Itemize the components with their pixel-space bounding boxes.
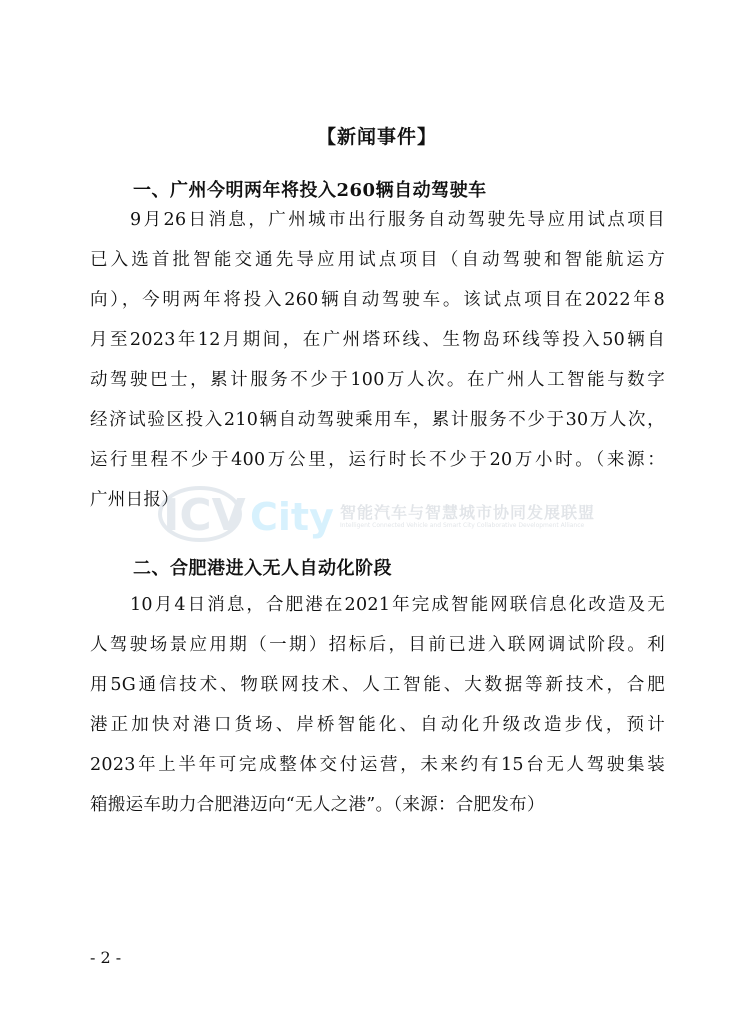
paragraph-line: 已入选首批智能交通先导应用试点项目（自动驾驶和智能航运方 — [90, 250, 665, 270]
page-title: 【新闻事件】 — [316, 126, 437, 148]
paragraph-line: 经济试验区投入210辆自动驾驶乘用车，累计服务不少于30万人次， — [90, 410, 665, 430]
paragraph-line: 箱搬运车助力合肥港迈向“无人之港”。（来源：合肥发布） — [90, 795, 545, 815]
paragraph-line: 用5G通信技术、物联网技术、人工智能、大数据等新技术，合肥 — [90, 675, 665, 695]
section-2-paragraph — [90, 585, 665, 825]
svg-text:ICV: ICV — [163, 490, 246, 541]
paragraph-line: 动驾驶巴士，累计服务不少于100万人次。在广州人工智能与数字 — [90, 370, 665, 390]
paragraph-line: 人驾驶场景应用期（一期）招标后，目前已进入联网调试阶段。利 — [90, 635, 665, 655]
watermark-alliance-subtitle: Intelligent Connected Vehicle and Smart City Collaborative Development Alliance — [340, 522, 585, 529]
paragraph-line: 向），今明两年将投入260辆自动驾驶车。该试点项目在2022年8 — [90, 290, 665, 310]
paragraph-line: 9月26日消息，广州城市出行服务自动驾驶先导应用试点项目 — [130, 210, 665, 230]
paragraph-line: 广州日报） — [90, 490, 179, 510]
paragraph-line: 港正加快对港口货场、岸桥智能化、自动化升级改造步伐，预计 — [90, 715, 665, 735]
icvcity-logo-icon — [155, 478, 335, 548]
paragraph-line: 月至2023年12月期间，在广州塔环线、生物岛环线等投入50辆自 — [90, 330, 665, 350]
watermark — [155, 478, 635, 548]
section-1-paragraph — [90, 200, 665, 520]
paragraph-line: 运行里程不少于400万公里，运行时长不少于20万小时。（来源： — [90, 450, 665, 470]
paragraph-line: 2023年上半年可完成整体交付运营，未来约有15台无人驾驶集装 — [90, 755, 665, 775]
page-number: - 2 - — [90, 948, 122, 967]
section-heading-2: 二、合肥港进入无人自动化阶段 — [133, 558, 392, 579]
section-heading-1: 一、广州今明两年将投入260辆自动驾驶车 — [133, 180, 487, 201]
watermark-alliance-name: 智能汽车与智慧城市协同发展联盟 — [340, 503, 596, 522]
svg-text:City: City — [250, 495, 334, 539]
paragraph-line: 10月4日消息，合肥港在2021年完成智能网联信息化改造及无 — [130, 595, 665, 615]
